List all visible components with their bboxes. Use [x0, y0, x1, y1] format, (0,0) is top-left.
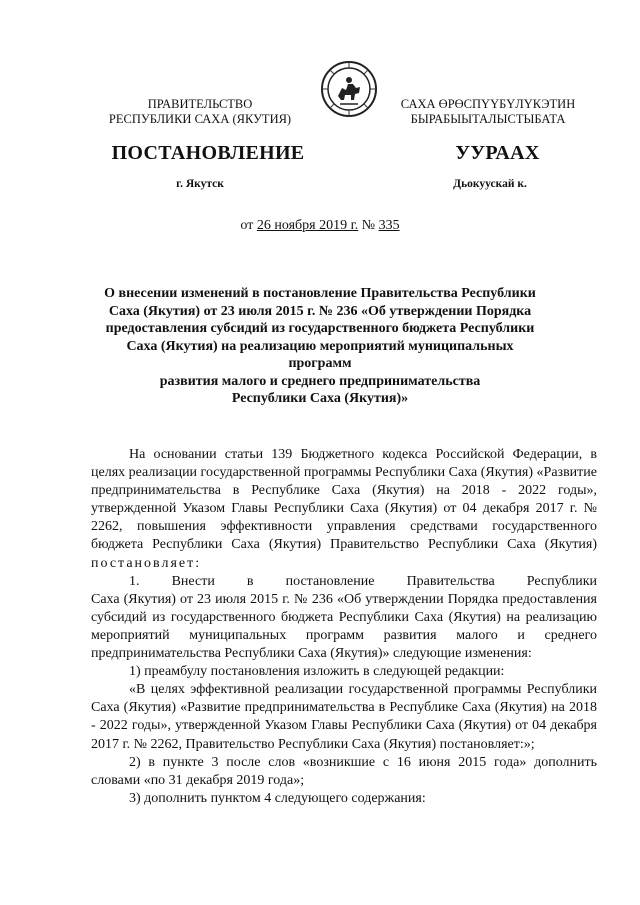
document-number: 335 — [378, 218, 400, 233]
preamble-text: На основании статьи 139 Бюджетного кодекса Российской Федерации, в целях реализации государственной программы Республики Саха (Якутия) «Развитие предпринимательства в Республике Саха (Якутия) на 2018 - 2022 годы», утвержденной Указом Главы Республики Саха (Якутия) от 04 декабря 2017 г. № 2262, повышения эффективности управления средствами государственного бюджета Республики Саха (Якутия) Правительство Республики Саха (Якутия) — [91, 447, 597, 553]
doc-type-yakut: УУРААХ — [455, 142, 540, 164]
header-left-line2: РЕСПУБЛИКИ САХА (ЯКУТИЯ) — [108, 112, 292, 126]
title-line: Республики Саха (Якутия)» — [231, 391, 409, 406]
paragraph-subitem-2: 2) в пункте 3 после слов «возникшие с 16 июня 2015 года» дополнить словами «по 31 декабря 2019 года»; — [91, 754, 597, 788]
paragraph-item-1-first-line: 1. Внести в постановление Правительства Республики — [129, 573, 597, 589]
header-left-line1: ПРАВИТЕЛЬСТВО — [147, 97, 253, 111]
paragraph-subitem-1: 1) преамбулу постановления изложить в следующей редакции: — [129, 664, 505, 680]
document-body — [91, 446, 597, 808]
header-right-block — [388, 97, 588, 127]
paragraph-new-preamble: «В целях эффективной реализации государственной программы Республики Саха (Якутия) «Развитие предпринимательства в Республике Саха (Якутия) на 2018 - 2022 годы», утвержденной Указом Главы Республики Саха (Якутия) от 04 декабря 2017 г. № 2262, Правительство Республики Саха (Якутия) постановляет:»; — [91, 682, 597, 752]
preamble-resolves: постановляет — [91, 555, 196, 571]
doc-type-russian: ПОСТАНОВЛЕНИЕ — [111, 142, 305, 164]
title-line: О внесении изменений в постановление Правительства Республики — [104, 286, 536, 301]
paragraph-item-1-rest: Саха (Якутия) от 23 июля 2015 г. № 236 «Об утверждении Порядка предоставления субсидий из государственного бюджета Республики Саха (Якутия) на реализацию мероприятий муниципальных программ развития малого и среднего предпринимательства Республики Саха (Якутия)» следующие изменения: — [91, 591, 597, 662]
dateline-number-sign: № — [358, 218, 379, 233]
city-russian: г. Якутск — [176, 178, 224, 190]
preamble-end: : — [195, 555, 200, 571]
document-dateline — [0, 218, 640, 234]
dateline-prefix: от — [240, 218, 257, 233]
coat-of-arms-icon — [320, 60, 378, 118]
title-line: развития малого и среднего предпринимательства — [159, 373, 481, 389]
title-line: предоставления субсидий из государственного бюджета Республики — [105, 321, 535, 336]
header-left-block — [100, 97, 300, 127]
document-title — [95, 285, 545, 408]
paragraph-subitem-3: 3) дополнить пунктом 4 следующего содержания: — [129, 790, 426, 806]
header-right-line1: САХА ӨРӨСПҮҮБҮЛҮКЭТИН — [400, 97, 576, 111]
title-line: Саха (Якутия) от 23 июля 2015 г. № 236 «Об утверждении Порядка — [108, 303, 532, 319]
paragraph-preamble — [91, 446, 597, 573]
document-date: 26 ноября 2019 г. — [256, 218, 359, 233]
city-yakut: Дьокуускай к. — [453, 178, 527, 190]
title-line: Саха (Якутия) на реализацию мероприятий муниципальных программ — [126, 338, 514, 371]
header-right-line2: БЫРАБЫЫТАЛЫСТЫБАТА — [410, 112, 566, 126]
